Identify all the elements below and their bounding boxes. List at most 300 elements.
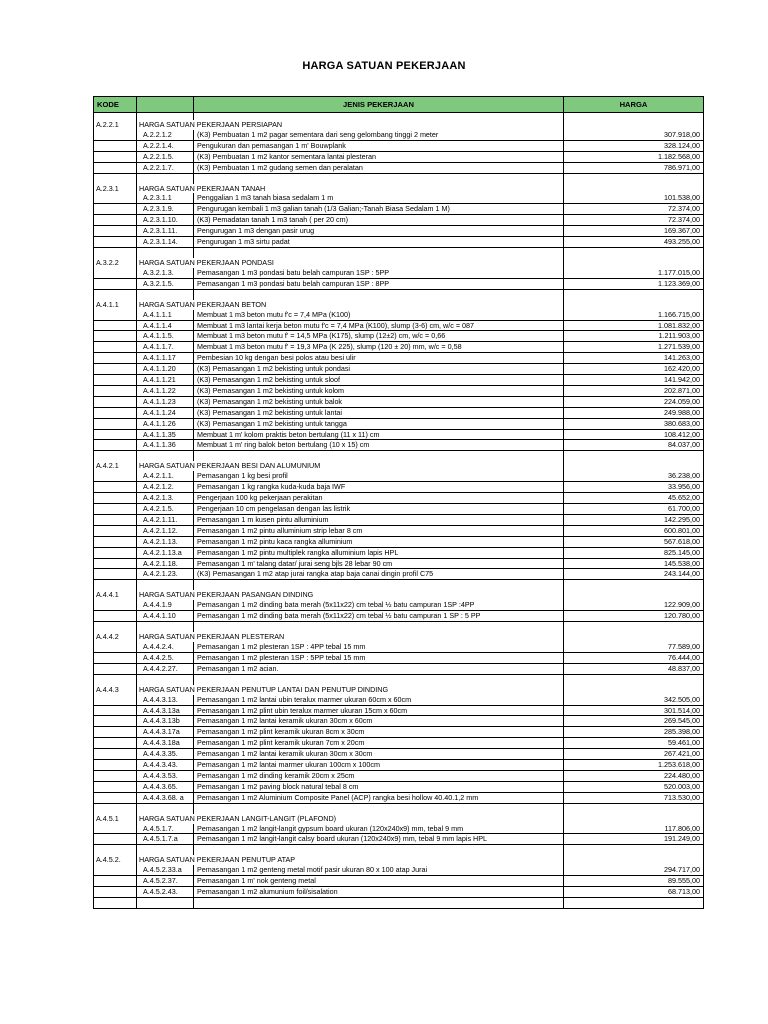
item-description: Pengurugan 1 m3 sirtu padat: [194, 237, 564, 248]
empty-cell: [564, 113, 704, 121]
item-description: Pemasangan 1 m3 pondasi batu belah campuran 1SP : 5PP: [194, 268, 564, 278]
item-description: Pemasangan 1 m2 lantai keramik ukuran 30cm x 30cm: [194, 749, 564, 760]
item-code: A.4.2.1.12.: [137, 525, 194, 536]
item-description: (K3) Pemasangan 1 m2 bekisting untuk tangga: [194, 418, 564, 429]
empty-cell: [137, 113, 194, 121]
empty-cell: [194, 113, 564, 121]
empty-cell: [94, 770, 137, 781]
section-name: HARGA SATUAN PEKERJAAN PENUTUP ATAP: [137, 855, 564, 865]
item-code: A.4.4.3.65.: [137, 781, 194, 792]
item-description: Pemasangan 1 m2 pintu multiplek rangka alluminium lapis HPL: [194, 547, 564, 558]
empty-cell: [94, 268, 137, 278]
section-name: HARGA SATUAN PEKERJAAN BETON: [137, 300, 564, 310]
table-row: [94, 310, 704, 320]
header-blank: [137, 97, 194, 113]
item-description: Pemasangan 1 m kusen pintu alluminium: [194, 514, 564, 525]
item-description: Pemasangan 1 m2 alumunium foil/sisalation: [194, 887, 564, 898]
item-code: A.2.2.1.5.: [137, 151, 194, 162]
item-description: Pemasangan 1 m2 plint ubin teralux marmer ukuran 15cm x 60cm: [194, 705, 564, 716]
item-price: 77.589,00: [564, 642, 704, 652]
empty-cell: [94, 193, 137, 203]
section-code: A.4.4.3: [94, 685, 137, 695]
item-code: A.4.1.1.7.: [137, 342, 194, 353]
item-price: 72.374,00: [564, 204, 704, 215]
empty-cell: [94, 558, 137, 569]
item-description: Pemasangan 1 m2 paving block natural tebal 8 cm: [194, 781, 564, 792]
empty-cell: [94, 600, 137, 610]
item-description: Pemasangan 1 m2 genteng metal motif pasir ukuran 80 x 100 atap Jurai: [194, 865, 564, 875]
item-price: 84.037,00: [564, 440, 704, 451]
table-row: [94, 876, 704, 887]
table-row: [94, 429, 704, 440]
empty-cell: [564, 247, 704, 258]
item-code: A.4.2.1.13.: [137, 536, 194, 547]
item-price: 713.530,00: [564, 792, 704, 803]
item-code: A.4.4.3.35.: [137, 749, 194, 760]
empty-cell: [194, 173, 564, 184]
item-description: (K3) Pemasangan 1 m2 bekisting untuk balok: [194, 396, 564, 407]
spacer-row: [94, 247, 704, 258]
section-code: A.4.5.1: [94, 814, 137, 824]
empty-cell: [94, 204, 137, 215]
empty-cell: [94, 331, 137, 342]
item-description: Pemasangan 1 kg besi profil: [194, 471, 564, 481]
spacer-row: [94, 622, 704, 633]
empty-cell: [564, 120, 704, 130]
item-price: 493.255,00: [564, 237, 704, 248]
empty-cell: [94, 113, 137, 121]
item-code: A.2.3.1.14.: [137, 237, 194, 248]
section-code: A.3.2.2: [94, 258, 137, 268]
empty-cell: [94, 569, 137, 580]
item-description: Pembesian 10 kg dengan besi polos atau besi ulir: [194, 353, 564, 364]
empty-cell: [564, 289, 704, 300]
empty-cell: [564, 685, 704, 695]
section-name: HARGA SATUAN PEKERJAAN PASANGAN DINDING: [137, 590, 564, 600]
item-description: (K3) Pemasangan 1 m2 bekisting untuk lantai: [194, 407, 564, 418]
item-description: (K3) Pembuatan 1 m2 gudang semen dan peralatan: [194, 162, 564, 173]
empty-cell: [94, 342, 137, 353]
empty-cell: [94, 504, 137, 515]
spacer-row: [94, 845, 704, 856]
item-code: A.4.2.1.3.: [137, 493, 194, 504]
item-code: A.4.5.1.7.a: [137, 834, 194, 845]
empty-cell: [194, 580, 564, 591]
table-row: [94, 770, 704, 781]
table-row: [94, 611, 704, 622]
item-price: 380.683,00: [564, 418, 704, 429]
spacer-row: [94, 113, 704, 121]
empty-cell: [94, 738, 137, 749]
table-row: [94, 600, 704, 610]
table-row: [94, 407, 704, 418]
item-description: (K3) Pembuatan 1 m2 kantor sementara lantai plesteran: [194, 151, 564, 162]
item-price: 202.871,00: [564, 385, 704, 396]
item-price: 108.412,00: [564, 429, 704, 440]
empty-cell: [94, 525, 137, 536]
table-row: [94, 792, 704, 803]
section-code: A.4.5.2.: [94, 855, 137, 865]
empty-cell: [94, 429, 137, 440]
table-row: [94, 396, 704, 407]
item-description: (K3) Pemasangan 1 m2 atap jurai rangka atap baja canai dingin profil C75: [194, 569, 564, 580]
table-body: [94, 113, 704, 909]
item-price: 1.081.832,00: [564, 320, 704, 331]
empty-cell: [94, 418, 137, 429]
item-description: Pemasangan 1 kg rangka kuda-kuda baja IWF: [194, 482, 564, 493]
section-name: HARGA SATUAN PEKERJAAN PLESTERAN: [137, 632, 564, 642]
item-description: Pemasangan 1 m2 plesteran 1SP : 4PP tebal 15 mm: [194, 642, 564, 652]
section-row: [94, 814, 704, 824]
item-price: 224.059,00: [564, 396, 704, 407]
table-row: [94, 471, 704, 481]
empty-cell: [94, 716, 137, 727]
table-row: [94, 342, 704, 353]
item-code: A.4.1.1.24: [137, 407, 194, 418]
item-description: Pemasangan 1 m2 langit-langit calsy board ukuran (120x240x9) mm, tebal 9 mm lapis HPL: [194, 834, 564, 845]
item-description: Pemasangan 1 m2 plesteran 1SP : 5PP tebal 15 mm: [194, 652, 564, 663]
item-price: 294.717,00: [564, 865, 704, 875]
empty-cell: [94, 310, 137, 320]
empty-cell: [94, 865, 137, 875]
item-description: Pemasangan 1 m2 plint keramik ukuran 7cm x 20cm: [194, 738, 564, 749]
item-description: Pengukuran dan pemasangan 1 m' Bouwplank: [194, 140, 564, 151]
item-price: 567.618,00: [564, 536, 704, 547]
table-row: [94, 824, 704, 834]
table-row: [94, 727, 704, 738]
empty-cell: [94, 824, 137, 834]
item-code: A.4.2.1.1.: [137, 471, 194, 481]
item-description: Pemasangan 1 m2 lantai keramik ukuran 30cm x 60cm: [194, 716, 564, 727]
section-row: [94, 120, 704, 130]
item-code: A.4.5.2.37.: [137, 876, 194, 887]
table-row: [94, 547, 704, 558]
item-price: 191.249,00: [564, 834, 704, 845]
empty-cell: [564, 898, 704, 909]
empty-cell: [564, 845, 704, 856]
item-price: 141.942,00: [564, 375, 704, 386]
table-row: [94, 887, 704, 898]
item-description: Pengerjaan 100 kg pekerjaan perakitan: [194, 493, 564, 504]
item-description: Membuat 1 m' ring balok beton bertulang (10 x 15) cm: [194, 440, 564, 451]
empty-cell: [137, 289, 194, 300]
item-code: A.4.1.1.26: [137, 418, 194, 429]
item-code: A.4.5.1.7.: [137, 824, 194, 834]
item-price: 243.144,00: [564, 569, 704, 580]
empty-cell: [137, 845, 194, 856]
empty-cell: [94, 622, 137, 633]
empty-cell: [94, 876, 137, 887]
item-price: 36.238,00: [564, 471, 704, 481]
item-description: Pemasangan 1 m2 dinding bata merah (5x11x22) cm tebal ½ batu campuran 1 SP : 5 PP: [194, 611, 564, 622]
empty-cell: [564, 622, 704, 633]
header-kode: KODE: [94, 97, 137, 113]
item-price: 1.166.715,00: [564, 310, 704, 320]
item-price: 169.367,00: [564, 226, 704, 237]
table-row: [94, 130, 704, 140]
table-row: [94, 440, 704, 451]
table-row: [94, 320, 704, 331]
item-price: 122.909,00: [564, 600, 704, 610]
empty-cell: [94, 471, 137, 481]
item-price: 342.505,00: [564, 695, 704, 705]
empty-cell: [94, 727, 137, 738]
item-code: A.4.1.1.5.: [137, 331, 194, 342]
item-price: 307.918,00: [564, 130, 704, 140]
empty-cell: [94, 451, 137, 462]
item-code: A.4.2.1.5.: [137, 504, 194, 515]
item-description: Pemasangan 1 m' nok genteng metal: [194, 876, 564, 887]
empty-cell: [564, 258, 704, 268]
item-code: A.4.1.1.22: [137, 385, 194, 396]
item-price: 33.956,00: [564, 482, 704, 493]
item-price: 145.538,00: [564, 558, 704, 569]
item-price: 76.444,00: [564, 652, 704, 663]
table-row: [94, 642, 704, 652]
item-description: Pemasangan 1 m2 lantai ubin teralux marmer ukuran 60cm x 60cm: [194, 695, 564, 705]
empty-cell: [94, 237, 137, 248]
empty-cell: [94, 781, 137, 792]
item-description: Pemasangan 1 m2 acian.: [194, 663, 564, 674]
table-row: [94, 353, 704, 364]
table-row: [94, 482, 704, 493]
item-description: Pemasangan 1 m2 langit-langit gypsum board ukuran (120x240x9) mm, tebal 9 mm: [194, 824, 564, 834]
section-row: [94, 184, 704, 194]
section-code: A.4.4.2: [94, 632, 137, 642]
empty-cell: [564, 855, 704, 865]
empty-cell: [94, 173, 137, 184]
item-code: A.4.5.2.43.: [137, 887, 194, 898]
item-description: Pemasangan 1 m2 lantai marmer ukuran 100cm x 100cm: [194, 760, 564, 771]
empty-cell: [564, 674, 704, 685]
empty-cell: [564, 451, 704, 462]
empty-cell: [94, 705, 137, 716]
empty-cell: [94, 887, 137, 898]
table-row: [94, 652, 704, 663]
item-price: 89.555,00: [564, 876, 704, 887]
section-row: [94, 300, 704, 310]
item-code: A.4.4.2.27.: [137, 663, 194, 674]
table-row: [94, 663, 704, 674]
item-price: 101.538,00: [564, 193, 704, 203]
empty-cell: [94, 803, 137, 814]
item-code: A.4.2.1.18.: [137, 558, 194, 569]
item-description: Membuat 1 m' kolom praktis beton bertulang (11 x 11) cm: [194, 429, 564, 440]
section-name: HARGA SATUAN PEKERJAAN TANAH: [137, 184, 564, 194]
empty-cell: [94, 611, 137, 622]
item-code: A.4.2.1.23.: [137, 569, 194, 580]
empty-cell: [94, 385, 137, 396]
table-row: [94, 760, 704, 771]
section-row: [94, 258, 704, 268]
item-description: Pemasangan 1 m2 dinding bata merah (5x11x22) cm tebal ½ batu campuran 1SP :4PP: [194, 600, 564, 610]
table-row: [94, 418, 704, 429]
empty-cell: [94, 898, 137, 909]
empty-cell: [94, 375, 137, 386]
item-code: A.2.3.1.9.: [137, 204, 194, 215]
item-price: 59.461,00: [564, 738, 704, 749]
empty-cell: [194, 803, 564, 814]
item-price: 162.420,00: [564, 364, 704, 375]
table-row: [94, 268, 704, 278]
table-row: [94, 865, 704, 875]
item-code: A.2.2.1.2: [137, 130, 194, 140]
item-code: A.2.3.1.10.: [137, 215, 194, 226]
empty-cell: [564, 173, 704, 184]
table-row: [94, 151, 704, 162]
page-title: HARGA SATUAN PEKERJAAN: [302, 60, 466, 72]
empty-cell: [194, 622, 564, 633]
item-price: 48.837,00: [564, 663, 704, 674]
empty-cell: [94, 247, 137, 258]
spacer-row: [94, 674, 704, 685]
item-description: Pengurugan 1 m3 dengan pasir urug: [194, 226, 564, 237]
empty-cell: [564, 632, 704, 642]
table-row: [94, 558, 704, 569]
spacer-row: [94, 451, 704, 462]
table-row: [94, 364, 704, 375]
section-code: A.4.1.1: [94, 300, 137, 310]
item-price: 1.271.539,00: [564, 342, 704, 353]
empty-cell: [564, 590, 704, 600]
item-code: A.3.2.1.3.: [137, 268, 194, 278]
item-code: A.4.4.3.13.: [137, 695, 194, 705]
empty-cell: [94, 289, 137, 300]
item-description: (K3) Pemasangan 1 m2 bekisting untuk kolom: [194, 385, 564, 396]
table-row: [94, 140, 704, 151]
item-code: A.4.1.1.23: [137, 396, 194, 407]
section-code: A.4.4.1: [94, 590, 137, 600]
item-code: A.4.4.3.13b: [137, 716, 194, 727]
empty-cell: [137, 580, 194, 591]
item-code: A.4.1.1.35: [137, 429, 194, 440]
item-price: 141.263,00: [564, 353, 704, 364]
item-price: 249.988,00: [564, 407, 704, 418]
item-price: 825.145,00: [564, 547, 704, 558]
item-price: 1.123.369,00: [564, 278, 704, 289]
empty-cell: [94, 834, 137, 845]
table-row: [94, 695, 704, 705]
item-code: A.4.1.1.17: [137, 353, 194, 364]
item-code: A.4.4.3.53.: [137, 770, 194, 781]
table-row: [94, 781, 704, 792]
item-code: A.4.1.1.1: [137, 310, 194, 320]
item-code: A.4.1.1.4: [137, 320, 194, 331]
empty-cell: [94, 674, 137, 685]
empty-cell: [137, 898, 194, 909]
item-code: A.4.2.1.13.a: [137, 547, 194, 558]
empty-cell: [137, 674, 194, 685]
table-row: [94, 514, 704, 525]
empty-cell: [137, 173, 194, 184]
table-row: [94, 493, 704, 504]
item-code: A.2.3.1.1: [137, 193, 194, 203]
item-description: Membuat 1 m3 beton mutu f' = 19,3 MPa (K 225), slump (120 ± 20) mm, w/c = 0,58: [194, 342, 564, 353]
empty-cell: [194, 674, 564, 685]
spacer-row: [94, 173, 704, 184]
section-code: A.4.2.1: [94, 461, 137, 471]
table-row: [94, 738, 704, 749]
empty-cell: [94, 536, 137, 547]
table-row: [94, 504, 704, 515]
item-price: 267.421,00: [564, 749, 704, 760]
table-row: [94, 215, 704, 226]
item-description: Pemasangan 1 m2 pintu alluminium strip lebar 8 cm: [194, 525, 564, 536]
item-description: Pemasangan 1 m3 pondasi batu belah campuran 1SP : 8PP: [194, 278, 564, 289]
table-row: [94, 331, 704, 342]
item-price: 285.398,00: [564, 727, 704, 738]
item-description: Pemasangan 1 m2 plint keramik ukuran 8cm x 30cm: [194, 727, 564, 738]
spacer-row: [94, 898, 704, 909]
section-row: [94, 590, 704, 600]
item-price: 301.514,00: [564, 705, 704, 716]
item-code: A.4.5.2.33.a: [137, 865, 194, 875]
item-price: 786.971,00: [564, 162, 704, 173]
empty-cell: [564, 300, 704, 310]
header-jenis: JENIS PEKERJAAN: [194, 97, 564, 113]
empty-cell: [564, 184, 704, 194]
item-price: 142.295,00: [564, 514, 704, 525]
spacer-row: [94, 289, 704, 300]
item-code: A.3.2.1.5.: [137, 278, 194, 289]
empty-cell: [564, 580, 704, 591]
empty-cell: [94, 845, 137, 856]
item-description: Pengerjaan 10 cm pengelasan dengan las listrik: [194, 504, 564, 515]
empty-cell: [564, 814, 704, 824]
table-row: [94, 536, 704, 547]
table-row: [94, 375, 704, 386]
item-code: A.4.4.3.68. a: [137, 792, 194, 803]
empty-cell: [94, 130, 137, 140]
empty-cell: [137, 622, 194, 633]
section-name: HARGA SATUAN PEKERJAAN LANGIT-LANGIT (PLAFOND): [137, 814, 564, 824]
item-code: A.4.4.2.5.: [137, 652, 194, 663]
item-price: 45.652,00: [564, 493, 704, 504]
item-price: 1.182.568,00: [564, 151, 704, 162]
item-code: A.4.1.1.20: [137, 364, 194, 375]
section-name: HARGA SATUAN PEKERJAAN BESI DAN ALUMUNIUM: [137, 461, 564, 471]
item-description: Pemasangan 1 m2 Aluminium Composite Panel (ACP) rangka besi hollow 40.40.1,2 mm: [194, 792, 564, 803]
empty-cell: [94, 580, 137, 591]
empty-cell: [94, 396, 137, 407]
item-price: 120.780,00: [564, 611, 704, 622]
table-row: [94, 716, 704, 727]
empty-cell: [194, 247, 564, 258]
empty-cell: [564, 803, 704, 814]
item-description: Penggalian 1 m3 tanah biasa sedalam 1 m: [194, 193, 564, 203]
empty-cell: [94, 226, 137, 237]
empty-cell: [94, 663, 137, 674]
table-row: [94, 226, 704, 237]
item-code: A.4.1.1.36: [137, 440, 194, 451]
table-row: [94, 385, 704, 396]
item-code: A.4.4.2.4.: [137, 642, 194, 652]
empty-cell: [137, 247, 194, 258]
empty-cell: [94, 792, 137, 803]
item-price: 600.801,00: [564, 525, 704, 536]
spacer-row: [94, 803, 704, 814]
spacer-row: [94, 580, 704, 591]
item-code: A.2.2.1.7.: [137, 162, 194, 173]
empty-cell: [94, 364, 137, 375]
item-description: Membuat 1 m3 beton mutu f'c = 7,4 MPa (K100): [194, 310, 564, 320]
item-code: A.4.1.1.21: [137, 375, 194, 386]
table-row: [94, 525, 704, 536]
empty-cell: [194, 451, 564, 462]
item-description: Pemasangan 1 m2 dinding keramik 20cm x 25cm: [194, 770, 564, 781]
item-description: Pemasangan 1 m2 pintu kaca rangka alluminium: [194, 536, 564, 547]
empty-cell: [194, 898, 564, 909]
